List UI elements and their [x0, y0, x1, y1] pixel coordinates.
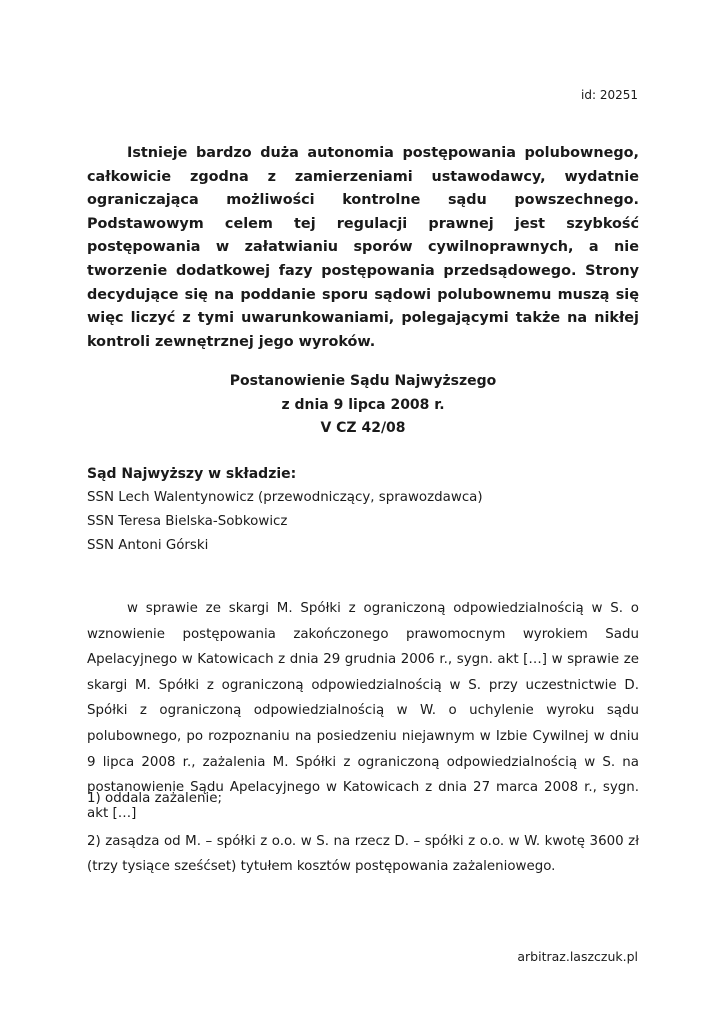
- decision-date: z dnia 9 lipca 2008 r.: [281, 396, 445, 413]
- document-id: id: 20251: [581, 88, 638, 102]
- decision-heading: [87, 370, 639, 441]
- case-signature: V CZ 42/08: [320, 420, 406, 436]
- source-footer: arbitraz.laszczuk.pl: [517, 949, 638, 964]
- judge-member: SSN Antoni Górski: [87, 538, 209, 553]
- ruling-point: 2) zasądza od M. – spółki z o.o. w S. na rzecz D. – spółki z o.o. w W. kwotę 3600 zł (trzy tysiące sześćset) tytułem kosztów postępowania zażaleniowego.: [87, 834, 639, 874]
- court-composition-label: Sąd Najwyższy w składzie:: [87, 466, 297, 482]
- ruling-summary: Istnieje bardzo duża autonomia postępowania polubownego, całkowicie zgodna z zamierzeniami ustawodawcy, wydatnie ograniczająca możliwości kontrolne sądu powszechnego. Podstawowym celem tej regulacji prawnej jest szybkość postępowania w załatwianiu sporów cywilnoprawnych, a nie tworzenie dodatkowej fazy postępowania przedsądowego. Strony decydujące się na poddanie sporu sądowi polubownemu muszą się więc liczyć z tymi uwarunkowaniami, polegającymi także na nikłej kontroli zewnętrznej jego wyroków.: [87, 145, 639, 350]
- case-matter-paragraph: w sprawie ze skargi M. Spółki z ograniczoną odpowiedzialnością w S. o wznowienie postępowania zakończonego prawomocnym wyrokiem Sadu Apelacyjnego w Katowicach z dnia 29 grudnia 2006 r., sygn. akt […] w sprawie ze skargi M. Spółki z ograniczoną odpowiedzialnością w S. przy uczestnictwie D. Spółki z ograniczoną odpowiedzialnością w W. o uchylenie wyroku sądu polubownego, po rozpoznaniu na posiedzeniu niejawnym w Izbie Cywilnej w dniu 9 lipca 2008 r., zażalenia M. Spółki z ograniczoną odpowiedzialnością w S. na postanowienie Sądu Apelacyjnego w Katowicach z dnia 27 marca 2008 r., sygn. akt […]: [87, 601, 639, 821]
- judge-presiding: SSN Lech Walentynowicz (przewodniczący, sprawozdawca): [87, 490, 483, 505]
- judge-member: SSN Teresa Bielska-Sobkowicz: [87, 514, 288, 529]
- court-composition: [87, 462, 639, 558]
- decision-title: Postanowienie Sądu Najwyższego: [229, 373, 497, 389]
- ruling-point: 1) oddala zażalenie;: [87, 791, 222, 806]
